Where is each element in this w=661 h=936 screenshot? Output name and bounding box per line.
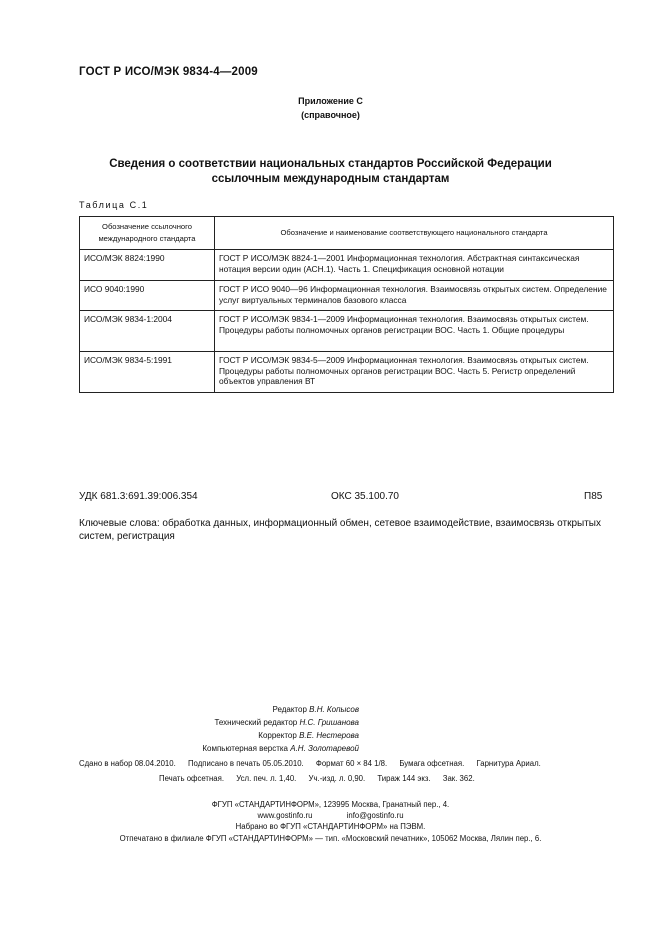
table-label: Таблица С.1 xyxy=(79,200,149,210)
printed-note: Отпечатано в филиале ФГУП «СТАНДАРТИНФОРМ» — тип. «Московский печатник», 105062 Москва, Лялин пер., 6. xyxy=(119,833,542,843)
signed-date: Подписано в печать 05.05.2010. xyxy=(187,759,304,768)
tech-editor-line xyxy=(202,716,359,729)
annex-subtitle: (справочное) xyxy=(301,110,360,120)
keywords: Ключевые слова: обработка данных, информационный обмен, сетевое взаимодействие, взаимосвязь открытых систем, регистрация xyxy=(79,518,601,543)
layout-label: Компьютерная верстка xyxy=(202,744,289,753)
reference-standard-cell: ИСО/МЭК 9834-1:2004 xyxy=(80,311,215,352)
edition-sheets: Уч.-изд. л. 0,90. xyxy=(308,774,366,783)
reference-standard-cell: ИСО/МЭК 9834-5:1991 xyxy=(80,352,215,393)
corrector-name: В.Е. Нестерова xyxy=(299,731,359,740)
national-standard-cell: ГОСТ Р ИСО/МЭК 8824-1—2001 Информационная технология. Абстрактная синтаксическая нотация версии один (АСН.1). Часть 1. Спецификация основной нотации xyxy=(215,250,614,281)
column-header-national: Обозначение и наименование соответствующего национального стандарта xyxy=(215,217,614,250)
national-standard-cell: ГОСТ Р ИСО/МЭК 9834-5—2009 Информационная технология. Взаимосвязь открытых систем. Процедуры работы полномочных органов регистрации ВОС. Часть 5. Регистр определений объектов управления ВТ xyxy=(215,352,614,393)
table-row xyxy=(80,281,614,311)
table-row xyxy=(80,311,614,352)
reference-standard-cell: ИСО/МЭК 8824:1990 xyxy=(80,250,215,281)
print-info-line2 xyxy=(159,774,475,783)
correspondence-table xyxy=(79,216,614,393)
annex-title: Приложение С xyxy=(298,96,363,106)
national-standard-cell: ГОСТ Р ИСО/МЭК 9834-1—2009 Информационная технология. Взаимосвязь открытых систем. Процедуры работы полномочных органов регистрации ВОС. Часть 1. Общие процедуры xyxy=(215,311,614,352)
classification-code: П85 xyxy=(584,491,603,502)
tech-editor-name: Н.С. Гришанова xyxy=(299,718,359,727)
editor-label: Редактор xyxy=(272,705,307,714)
oks-code: ОКС 35.100.70 xyxy=(331,491,399,502)
order-number: Зак. 362. xyxy=(442,774,475,783)
publisher-site: www.gostinfo.ru xyxy=(257,811,313,821)
print-sheets: Усл. печ. л. 1,40. xyxy=(236,774,297,783)
publisher-contacts xyxy=(0,810,661,821)
publisher-email: info@gostinfo.ru xyxy=(346,811,404,821)
credits-block xyxy=(202,703,359,755)
reference-standard-cell: ИСО 9040:1990 xyxy=(80,281,215,311)
udk-code: УДК 681.3:691.39:006.354 xyxy=(79,491,198,502)
publisher-block xyxy=(0,799,661,844)
section-heading-line1: Сведения о соответствии национальных стандартов Российской Федерации xyxy=(109,158,552,170)
publisher-address: ФГУП «СТАНДАРТИНФОРМ», 123995 Москва, Гранатный пер., 4. xyxy=(211,800,450,809)
layout-name: А.Н. Золотаревой xyxy=(290,744,359,753)
table-row xyxy=(80,250,614,281)
tech-editor-label: Технический редактор xyxy=(214,718,298,727)
table-row xyxy=(80,352,614,393)
layout-line xyxy=(202,742,359,755)
print-type: Печать офсетная. xyxy=(159,774,225,783)
font-type: Гарнитура Ариал. xyxy=(476,759,541,768)
copies-count: Тираж 144 экз. xyxy=(377,774,431,783)
print-info-line1 xyxy=(79,759,541,768)
editor-name: В.Н. Копысов xyxy=(309,705,359,714)
national-standard-cell: ГОСТ Р ИСО 9040—96 Информационная технология. Взаимосвязь открытых систем. Определение услуг виртуальных терминалов базового класса xyxy=(215,281,614,311)
paper-format: Формат 60 × 84 1/8. xyxy=(315,759,388,768)
section-heading-line2: ссылочным международным стандартам xyxy=(211,173,450,185)
document-header: ГОСТ Р ИСО/МЭК 9834-4—2009 xyxy=(79,66,258,78)
editor-line xyxy=(202,703,359,716)
corrector-line xyxy=(202,729,359,742)
submitted-date: Сдано в набор 08.04.2010. xyxy=(79,759,176,768)
corrector-label: Корректор xyxy=(258,731,297,740)
column-header-reference: Обозначение ссылочного международного стандарта xyxy=(80,217,215,250)
table-header-row xyxy=(80,217,614,250)
typeset-note: Набрано во ФГУП «СТАНДАРТИНФОРМ» на ПЭВМ. xyxy=(235,822,426,832)
paper-type: Бумага офсетная. xyxy=(399,759,465,768)
